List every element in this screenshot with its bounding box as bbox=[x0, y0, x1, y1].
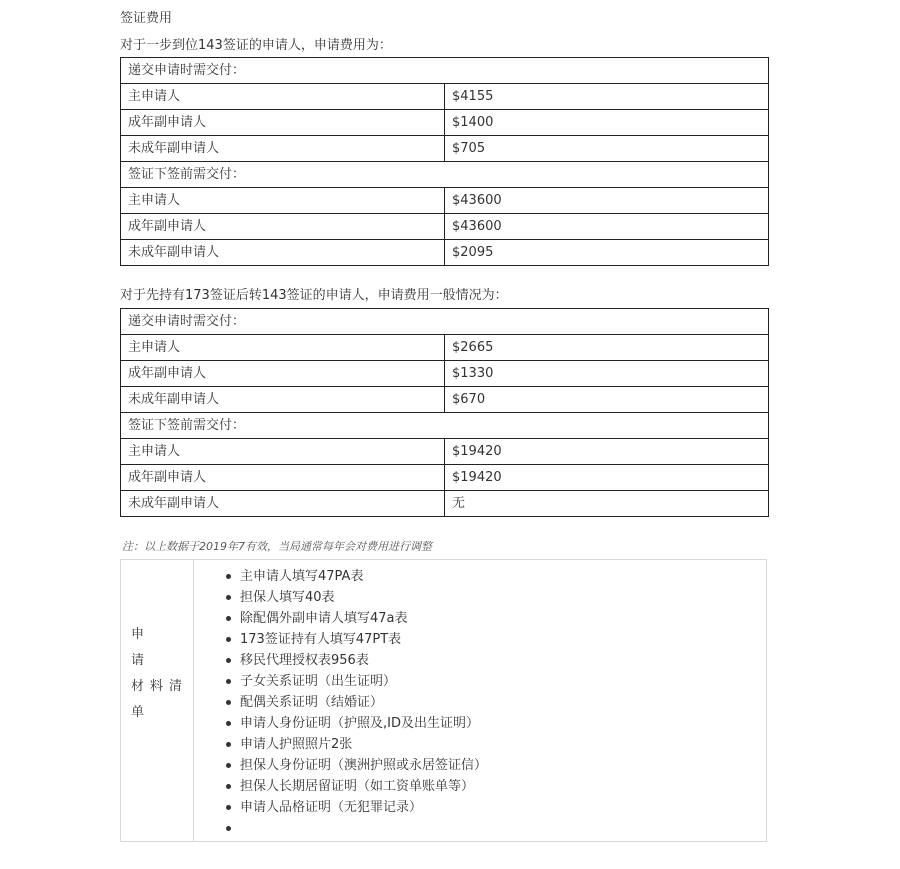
fee-applicant-cell: 主申请人 bbox=[121, 188, 445, 214]
fee-section-heading: 签证下签前需交付： bbox=[121, 162, 769, 188]
section2-intro: 对于先持有173签证后转143签证的申请人，申请费用一般情况为： bbox=[120, 288, 508, 303]
fee-amount-cell: $43600 bbox=[445, 188, 769, 214]
materials-label-line: 单 bbox=[131, 705, 151, 720]
fee-applicant-cell: 成年副申请人 bbox=[121, 214, 445, 240]
fee-applicant-cell: 成年副申请人 bbox=[121, 110, 445, 136]
bullet-icon bbox=[226, 679, 231, 684]
bullet-icon bbox=[226, 700, 231, 705]
bullet-icon bbox=[226, 658, 231, 663]
section1-intro: 对于一步到位143签证的申请人，申请费用为： bbox=[120, 38, 392, 53]
fee-amount-cell: $1400 bbox=[445, 110, 769, 136]
materials-list-item bbox=[194, 734, 766, 755]
materials-list-item bbox=[194, 755, 766, 776]
fee-applicant-cell: 主申请人 bbox=[121, 439, 445, 465]
fee-section-row bbox=[121, 309, 769, 335]
materials-item-text: 子女关系证明（出生证明） bbox=[240, 674, 397, 689]
bullet-icon bbox=[226, 637, 231, 642]
bullet-icon bbox=[226, 742, 231, 747]
fee-row bbox=[121, 465, 769, 491]
materials-list-item bbox=[194, 713, 766, 734]
materials-item-text: 申请人身份证明（护照及,ID及出生证明） bbox=[240, 716, 479, 731]
materials-list-item bbox=[194, 671, 766, 692]
fee-amount-cell: $43600 bbox=[445, 214, 769, 240]
materials-list-item bbox=[194, 692, 766, 713]
bullet-icon bbox=[226, 805, 231, 810]
materials-item-text: 担保人填写40表 bbox=[240, 590, 335, 605]
materials-list bbox=[194, 560, 766, 841]
materials-list-item bbox=[194, 818, 766, 839]
fee-applicant-cell: 未成年副申请人 bbox=[121, 387, 445, 413]
fee-row bbox=[121, 84, 769, 110]
fee-section-row bbox=[121, 413, 769, 439]
materials-list-item bbox=[194, 608, 766, 629]
materials-item-text: 173签证持有人填写47PT表 bbox=[240, 632, 402, 647]
materials-list-item bbox=[194, 566, 766, 587]
materials-item-text: 申请人护照照片2张 bbox=[240, 737, 353, 752]
fee-amount-cell: $4155 bbox=[445, 84, 769, 110]
fee-amount-cell: $1330 bbox=[445, 361, 769, 387]
fee-row bbox=[121, 491, 769, 517]
fee-row bbox=[121, 214, 769, 240]
bullet-icon bbox=[226, 784, 231, 789]
fee-section-row bbox=[121, 162, 769, 188]
bullet-icon bbox=[226, 595, 231, 600]
fee-row bbox=[121, 387, 769, 413]
fee-row bbox=[121, 110, 769, 136]
fee-section-heading: 递交申请时需交付： bbox=[121, 58, 769, 84]
materials-list-item bbox=[194, 587, 766, 608]
bullet-icon bbox=[226, 721, 231, 726]
bullet-icon bbox=[226, 616, 231, 621]
fee-section-row bbox=[121, 58, 769, 84]
fee-section-heading: 签证下签前需交付： bbox=[121, 413, 769, 439]
materials-list-item bbox=[194, 629, 766, 650]
fee-row bbox=[121, 188, 769, 214]
fee-applicant-cell: 主申请人 bbox=[121, 335, 445, 361]
materials-list-item bbox=[194, 797, 766, 818]
fee-applicant-cell: 成年副申请人 bbox=[121, 361, 445, 387]
materials-item-text: 申请人品格证明（无犯罪记录） bbox=[240, 800, 423, 815]
materials-item-text: 除配偶外副申请人填写47a表 bbox=[240, 611, 408, 626]
fee-amount-cell: $2665 bbox=[445, 335, 769, 361]
fee-table-143-direct bbox=[120, 57, 769, 266]
bullet-icon bbox=[226, 574, 231, 579]
fee-note: 注：以上数据于2019年7有效，当局通常每年会对费用进行调整 bbox=[122, 540, 432, 553]
fee-row bbox=[121, 240, 769, 266]
materials-item-text: 移民代理授权表956表 bbox=[240, 653, 369, 668]
fee-applicant-cell: 未成年副申请人 bbox=[121, 136, 445, 162]
materials-label bbox=[121, 560, 194, 841]
materials-list-item bbox=[194, 650, 766, 671]
fee-applicant-cell: 主申请人 bbox=[121, 84, 445, 110]
fee-amount-cell: $19420 bbox=[445, 465, 769, 491]
materials-label-line: 申 bbox=[131, 627, 151, 642]
fee-amount-cell: 无 bbox=[445, 491, 769, 517]
bullet-icon bbox=[226, 826, 231, 831]
materials-item-text: 配偶关系证明（结婚证） bbox=[240, 695, 384, 710]
fee-applicant-cell: 未成年副申请人 bbox=[121, 240, 445, 266]
materials-item-text: 担保人长期居留证明（如工资单账单等） bbox=[240, 779, 475, 794]
fee-applicant-cell: 成年副申请人 bbox=[121, 465, 445, 491]
fee-row bbox=[121, 136, 769, 162]
fee-row bbox=[121, 361, 769, 387]
fee-row bbox=[121, 439, 769, 465]
materials-item-text: 主申请人填写47PA表 bbox=[240, 569, 364, 584]
materials-label-line: 材料清 bbox=[131, 679, 189, 694]
page-title: 签证费用 bbox=[120, 11, 173, 26]
fee-row bbox=[121, 335, 769, 361]
materials-box bbox=[120, 559, 767, 842]
materials-label-line: 请 bbox=[131, 653, 151, 668]
materials-list-item bbox=[194, 776, 766, 797]
bullet-icon bbox=[226, 763, 231, 768]
fee-table-173-to-143 bbox=[120, 308, 769, 517]
fee-amount-cell: $705 bbox=[445, 136, 769, 162]
materials-item-text: 担保人身份证明（澳洲护照或永居签证信） bbox=[240, 758, 488, 773]
fee-amount-cell: $670 bbox=[445, 387, 769, 413]
fee-amount-cell: $2095 bbox=[445, 240, 769, 266]
fee-section-heading: 递交申请时需交付： bbox=[121, 309, 769, 335]
fee-amount-cell: $19420 bbox=[445, 439, 769, 465]
fee-applicant-cell: 未成年副申请人 bbox=[121, 491, 445, 517]
